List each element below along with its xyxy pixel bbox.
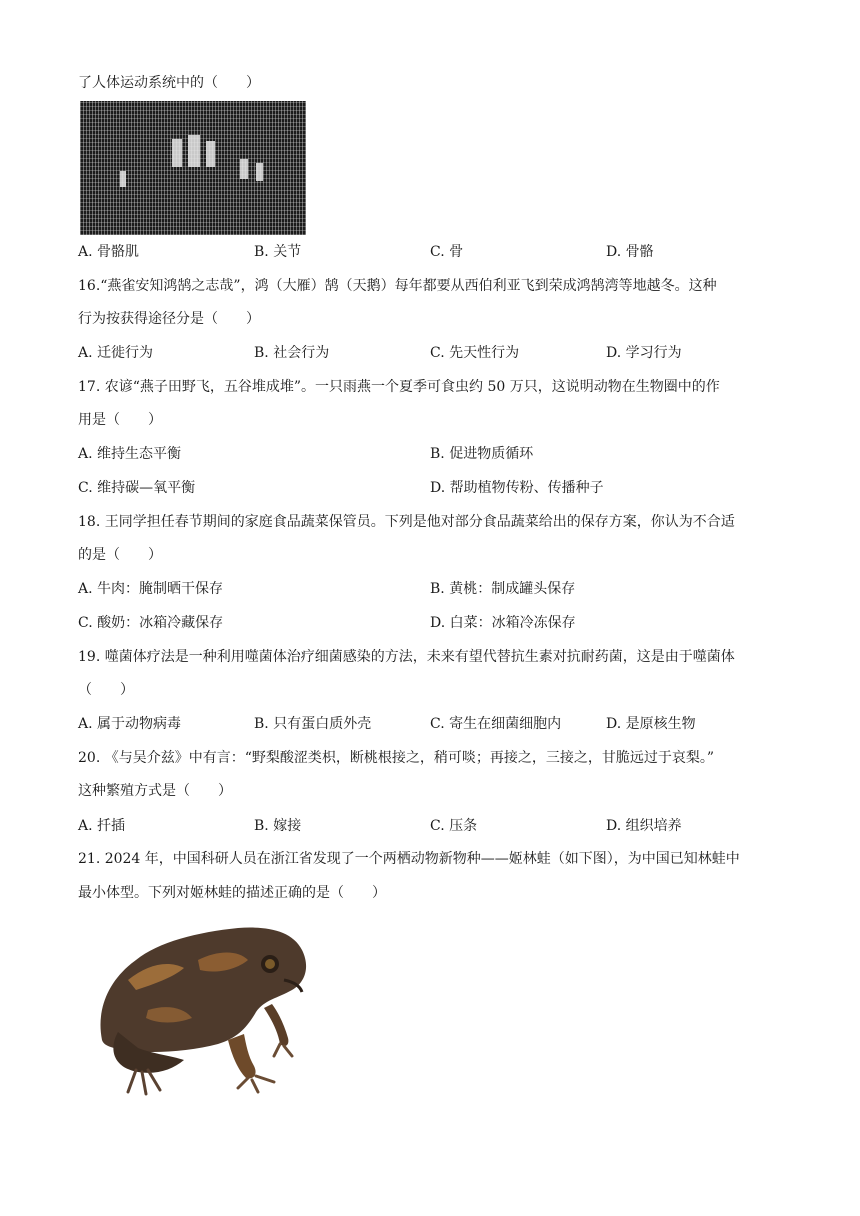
q19-option-d: D. 是原核生物 [606,716,696,732]
q16-option-b: B. 社会行为 [254,345,330,361]
q15-option-c: C. 骨 [430,244,464,260]
question-16-stem: 16.“燕雀安知鸿鹄之志哉”，鸿（大雁）鹄（天鹅）每年都要从西伯利亚飞到荣成鸿鹄湾等地越冬。这种 [78,278,717,294]
q20-option-b: B. 嫁接 [254,818,302,834]
question-17-stem: 17. 农谚“燕子田野飞，五谷堆成堆”。一只雨燕一个夏季可食虫约 50 万只，这说明动物在生物圈中的作 [78,379,720,395]
q18-option-a: A. 牛肉：腌制晒干保存 [78,581,224,597]
q16-option-c: C. 先天性行为 [430,345,520,361]
frog-photo [88,920,310,1096]
q17-option-c: C. 维持碳—氧平衡 [78,480,196,496]
q16-option-a: A. 迁徙行为 [78,345,154,361]
question-19-stem-cont: （ ） [78,682,134,698]
q20-option-c: C. 压条 [430,818,478,834]
question-19-stem: 19. 噬菌体疗法是一种利用噬菌体治疗细菌感染的方法，未来有望代替抗生素对抗耐药菌，这是由于噬菌体 [78,649,735,665]
question-20-stem: 20. 《与吴介兹》中有言：“野梨酸涩类枳，断桃根接之，稍可啖；再接之，三接之，甘脆远过于哀梨。” [78,750,715,766]
q20-option-a: A. 扦插 [78,818,126,834]
q15-option-a: A. 骨骼肌 [78,244,140,260]
q17-option-b: B. 促进物质循环 [430,446,534,462]
q18-option-c: C. 酸奶：冰箱冷藏保存 [78,615,224,631]
q16-option-d: D. 学习行为 [606,345,682,361]
q18-option-d: D. 白菜：冰箱冷冻保存 [430,615,576,631]
athletes-photo [80,101,306,235]
q19-option-b: B. 只有蛋白质外壳 [254,716,372,732]
question-15-stem-end: 了人体运动系统中的（ ） [78,75,260,91]
q15-option-b: B. 关节 [254,244,302,260]
q18-option-b: B. 黄桃：制成罐头保存 [430,581,576,597]
q20-option-d: D. 组织培养 [606,818,682,834]
question-21-stem-cont: 最小体型。下列对姬林蛙的描述正确的是（ ） [78,885,386,901]
q15-option-d: D. 骨骼 [606,244,654,260]
question-21-stem: 21. 2024 年，中国科研人员在浙江省发现了一个两栖动物新物种——姬林蛙（如下图），为中国已知林蛙中 [78,851,740,867]
q17-option-a: A. 维持生态平衡 [78,446,182,462]
q19-option-a: A. 属于动物病毒 [78,716,182,732]
question-16-stem-cont: 行为按获得途径分是（ ） [78,311,260,327]
q17-option-d: D. 帮助植物传粉、传播种子 [430,480,604,496]
question-17-stem-cont: 用是（ ） [78,412,162,428]
q19-option-c: C. 寄生在细菌细胞内 [430,716,562,732]
question-18-stem-cont: 的是（ ） [78,547,162,563]
question-18-stem: 18. 王同学担任春节期间的家庭食品蔬菜保管员。下列是他对部分食品蔬菜给出的保存方案，你认为不合适 [78,514,735,530]
question-20-stem-cont: 这种繁殖方式是（ ） [78,783,232,799]
